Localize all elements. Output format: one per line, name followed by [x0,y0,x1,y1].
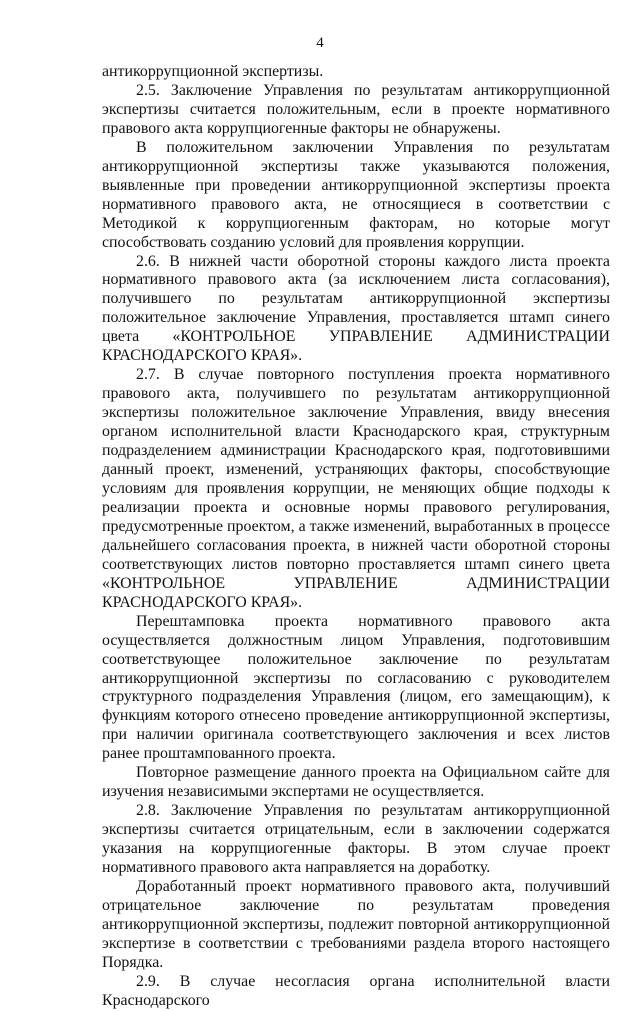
paragraph-2-9: 2.9. В случае несогласия органа исполнительной власти Краснодарского [102,972,610,1009]
page-number: 4 [316,35,324,51]
paragraph-2-8: 2.8. Заключение Управления по результатам антикоррупционной экспертизы считается отрицательным, если в заключении содержатся указания на коррупциогенные факторы. В этом случае проект нормативного правового акта направляется на доработку. [102,802,610,877]
paragraph-2-7: 2.7. В случае повторного поступления проекта нормативного правового акта, получившего по результатам антикоррупционной экспертизы положительное заключение Управления, ввиду внесения органом исполнительной власти Краснодарского края, структурным подразделением администрации Краснодарского края, подготовившими данный проект, изменений, устраняющих факторы, способствующие условиям для проявления коррупции, не меняющих общие подходы к реализации проекта и основные нормы правового регулирования, предусмотренные проектом, а также изменений, выработанных в процессе дальнейшего согласования проекта, в нижней части оборотной стороны соответствующих листов повторно проставляется штамп синего цвета «КОНТРОЛЬНОЕ УПРАВЛЕНИЕ АДМИНИСТРАЦИИ КРАСНОДАРСКОГО КРАЯ». [102,366,610,611]
paragraph-2-6: 2.6. В нижней части оборотной стороны каждого листа проекта нормативного правового акта (за исключением листа согласования), получившего по результатам антикоррупционной экспертизы положительное заключение Управления, проставляется штамп синего цвета «КОНТРОЛЬНОЕ УПРАВЛЕНИЕ АДМИНИСТРАЦИИ КРАСНОДАРСКОГО КРАЯ». [102,252,610,365]
paragraph-revised-project: Доработанный проект нормативного правового акта, получивший отрицательное заключение по результатам проведения антикоррупционной экспертизы, подлежит повторной антикоррупционной экспертизе в соответствии с требованиями раздела второго настоящего Порядка. [102,877,610,971]
paragraph-positive-conclusion: В положительном заключении Управления по результатам антикоррупционной экспертизы также указываются положения, выявленные при проведении антикоррупционной экспертизы проекта нормативного правового акта, не относящиеся в соответствии с Методикой к коррупциогенным факторам, но которые могут способствовать созданию условий для проявления коррупции. [102,138,610,251]
paragraph-2-5: 2.5. Заключение Управления по результатам антикоррупционной экспертизы считается положительным, если в проекте нормативного правового акта коррупциогенные факторы не обнаружены. [102,81,610,137]
paragraph-repeat-posting: Повторное размещение данного проекта на Официальном сайте для изучения независимыми экспертами не осуществляется. [102,764,610,801]
paragraph-restamping: Перештамповка проекта нормативного правового акта осуществляется должностным лицом Управления, подготовившим соответствующее положительное заключение по результатам антикоррупционной экспертизы по согласованию с руководителем структурного подразделения Управления (лицом, его замещающим), к функциям которого отнесено проведение антикоррупционной экспертизы, при наличии оригинала соответствующего заключения и всех листов ранее проштампованного проекта. [102,612,610,763]
document-body [102,63,610,1011]
paragraph-continuation: антикоррупционной экспертизы. [102,63,324,80]
